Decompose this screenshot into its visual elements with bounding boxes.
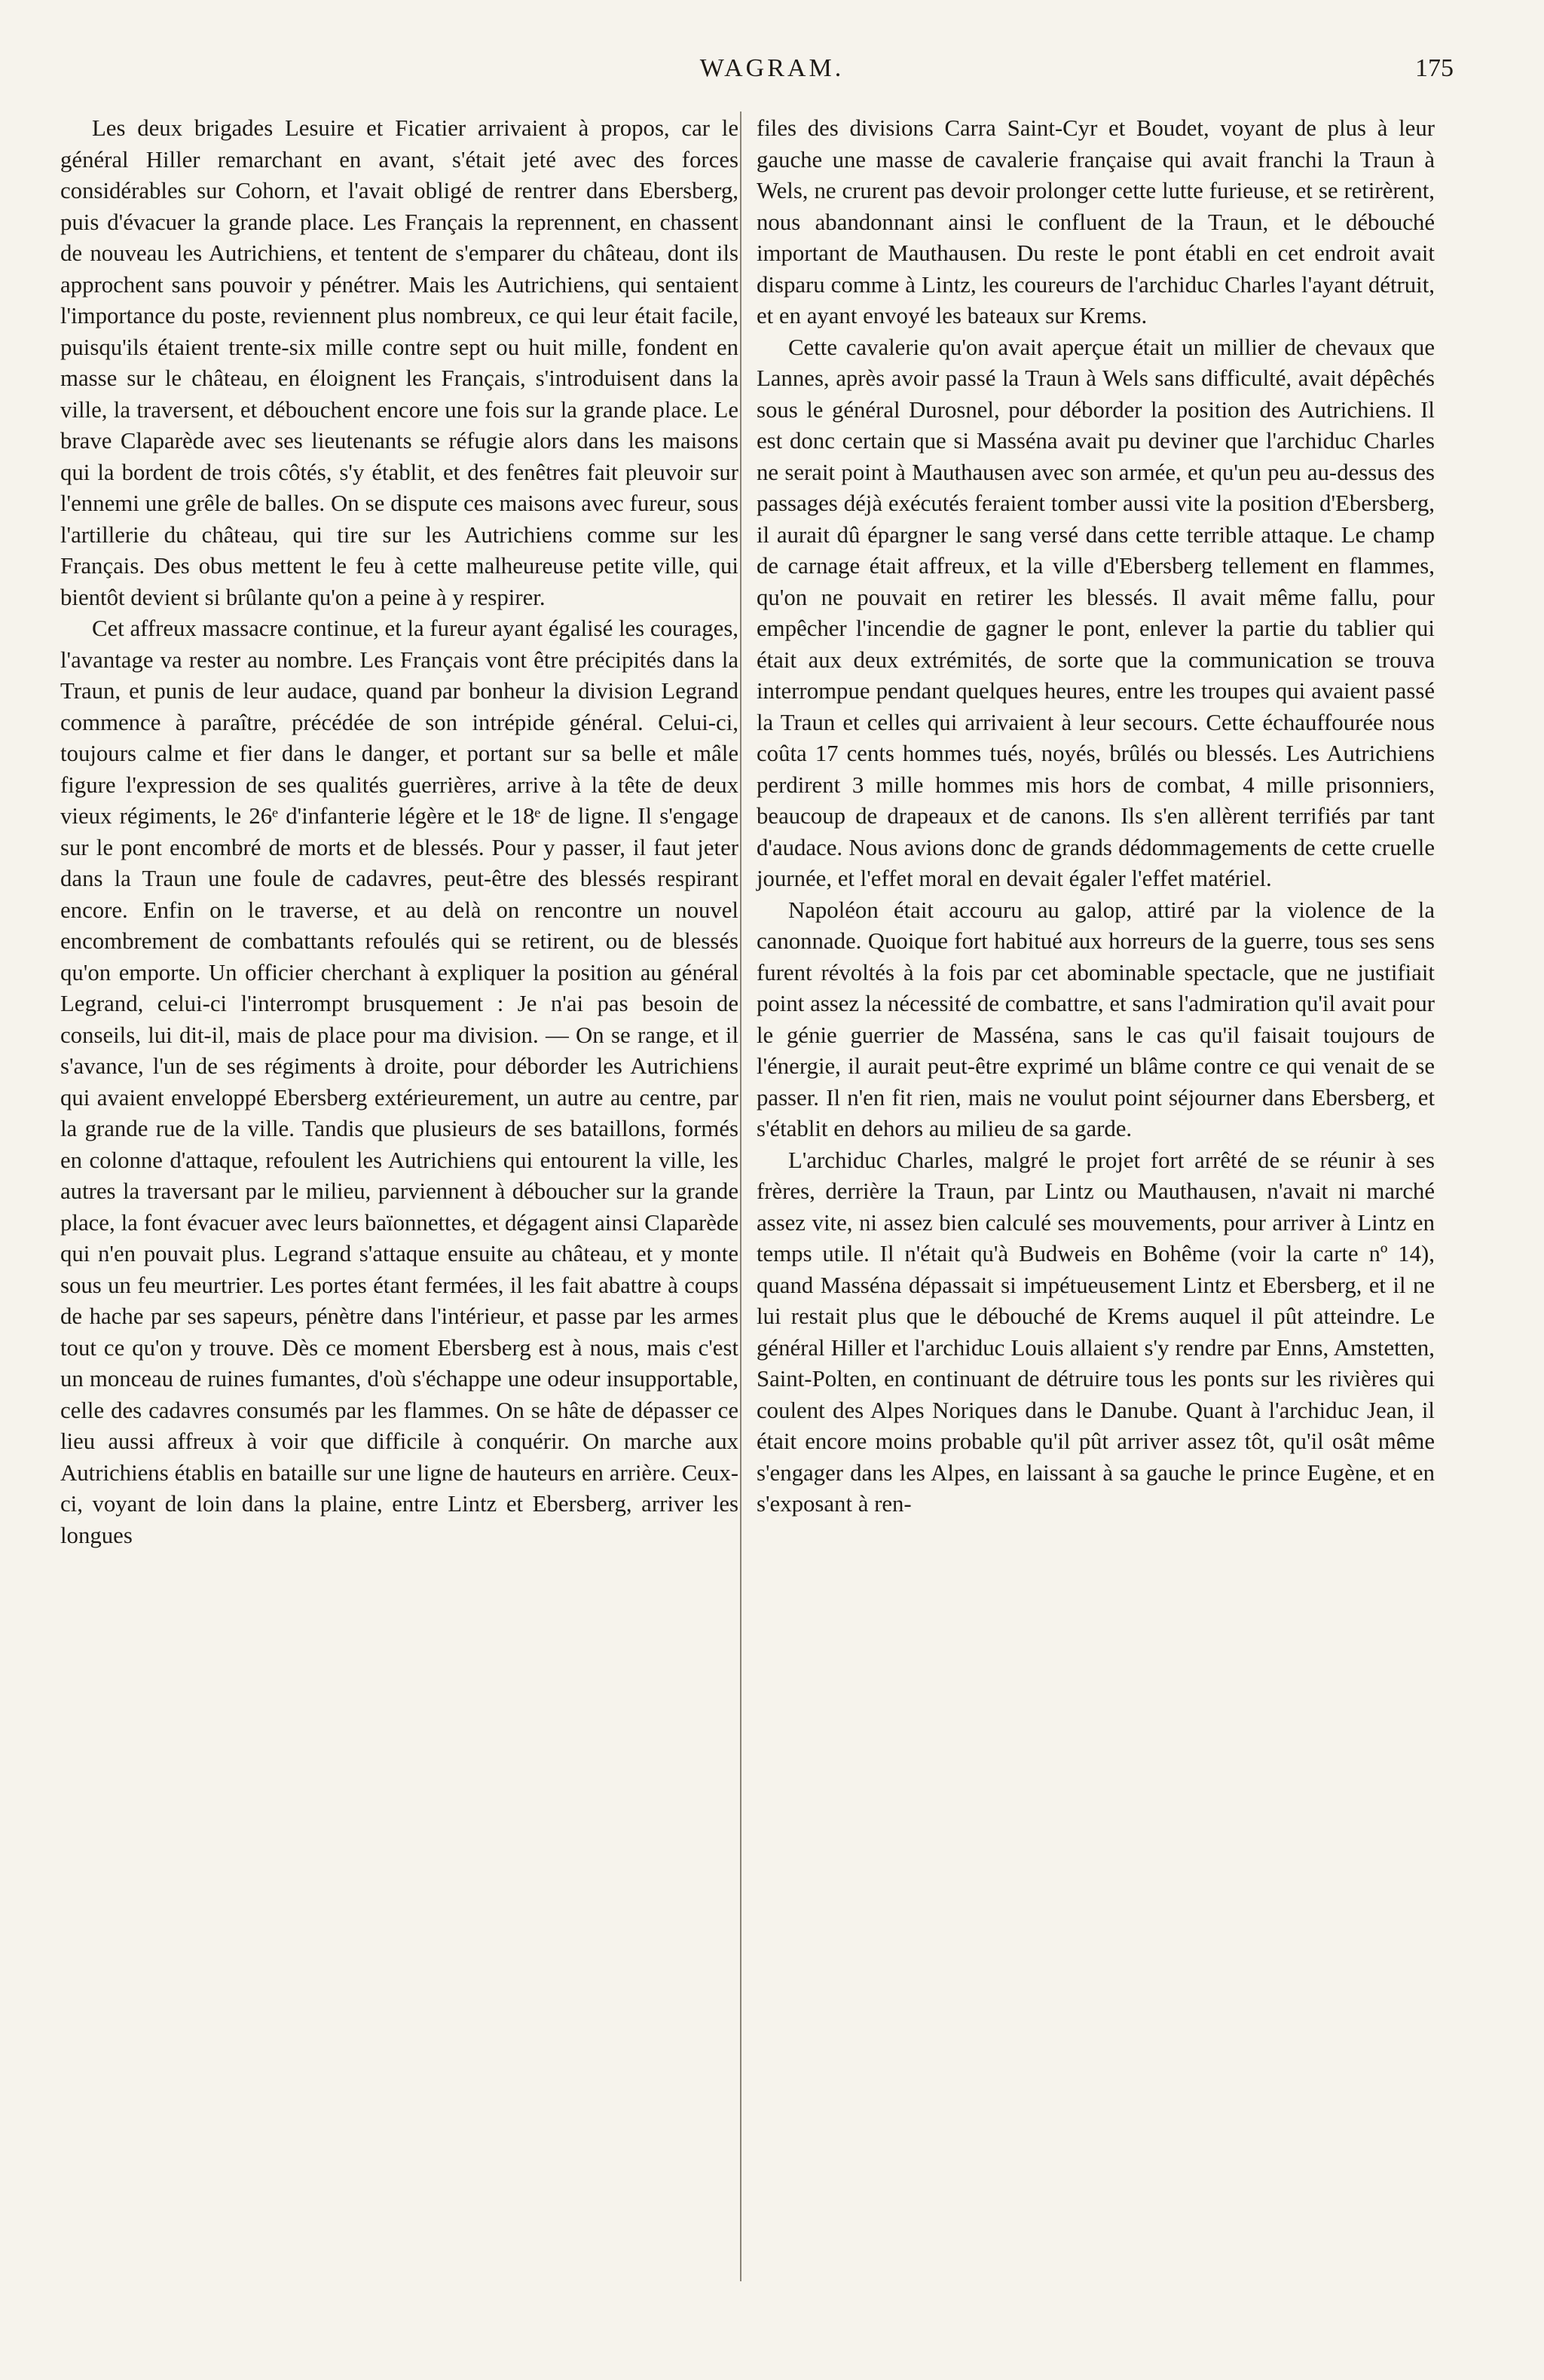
paragraph-continued: files des divisions Carra Saint-Cyr et Boudet, voyant de plus à leur gauche une masse de cavalerie française qui avait franchi la Traun à Wels, ne crurent pas devoir prolonger cette lutte furieuse, et se retirèrent, nous abandonnant ainsi le confluent de la Traun, et le débouché important de Mauthausen. Du reste le pont établi en cet endroit avait disparu comme à Lintz, les coureurs de l'archiduc Charles l'ayant détruit, et en ayant envoyé les bateaux sur Krems. (757, 115, 1435, 328)
running-title: WAGRAM. (699, 54, 845, 82)
page-number: 175 (1415, 54, 1454, 82)
paragraph: L'archiduc Charles, malgré le projet fort arrêté de se réunir à ses frères, derrière la Traun, par Lintz ou Mauthausen, n'avait ni marché assez vite, ni assez bien calculé ses mouvements, pour arriver à Lintz en temps utile. Il n'était qu'à Budweis en Bohême (voir la carte nº 14), quand Masséna dépassait si impétueusement Lintz et Ebersberg, et il ne lui restait plus que le débouché de Krems auquel il pût atteindre. Le général Hiller et l'archiduc Louis allaient s'y rendre par Enns, Amstetten, Saint-Polten, en continuant de détruire tous les ponts sur les rivières qui coulent des Alpes Noriques dans le Danube. Quant à l'archiduc Jean, il était encore moins probable qu'il pût arriver assez tôt, qu'il osât même s'engager dans les Alpes, en laissant à sa gauche le prince Eugène, et en s'exposant à ren- (757, 1147, 1435, 1517)
running-header (45, 54, 1499, 107)
paragraph: Les deux brigades Lesuire et Ficatier arrivaient à propos, car le général Hiller remarchant en avant, s'était jeté avec des forces considérables sur Cohorn, et l'avait obligé de rentrer dans Ebersberg, puis d'évacuer la grande place. Les Français la reprennent, en chassent de nouveau les Autrichiens, et tentent de s'emparer du château, dont ils approchent sans pouvoir y pénétrer. Mais les Autrichiens, qui sentaient l'importance du poste, reviennent plus nombreux, ce qui leur était facile, puisqu'ils étaient trente-six mille contre sept ou huit mille, fondent en masse sur le château, en éloignent les Français, s'introduisent dans la ville, la traversent, et débouchent encore une fois sur la grande place. Le brave Claparède avec ses lieutenants se réfugie alors dans les maisons qui la bordent de trois côtés, s'y établit, et des fenêtres fait pleuvoir sur l'ennemi une grêle de balles. On se dispute ces maisons avec fureur, sous l'artillerie du château, qui tire sur les Autrichiens comme sur les Français. Des obus mettent le feu à cette malheureuse petite ville, qui bientôt devient si brûlante qu'on a peine à y respirer. (60, 115, 738, 610)
left-column (60, 113, 738, 1551)
paragraph: Napoléon était accouru au galop, attiré par la violence de la canonnade. Quoique fort habitué aux horreurs de la guerre, tous ses sens furent révoltés à la fois par cet abominable spectacle, que ne justifiait point assez la nécessité de combattre, et sans l'admiration qu'il avait pour le génie guerrier de Masséna, sans le cas qu'il faisait toujours de l'énergie, il aurait peut-être exprimé un blâme contre ce qui venait de se passer. Il n'en fit rien, mais ne voulut point séjourner dans Ebersberg, et s'établit en dehors au milieu de sa garde. (757, 897, 1435, 1141)
paragraph: Cet affreux massacre continue, et la fureur ayant égalisé les courages, l'avantage va rester au nombre. Les Français vont être précipités dans la Traun, et punis de leur audace, quand par bonheur la division Legrand commence à paraître, précédée de son intrépide général. Celui-ci, toujours calme et fier dans le danger, et portant sur sa belle et mâle figure l'expression de ses qualités guerrières, arrive à la tête de deux vieux régiments, le 26ᵉ d'infanterie légère et le 18ᵉ de ligne. Il s'engage sur le pont encombré de morts et de blessés. Pour y passer, il faut jeter dans la Traun une foule de cadavres, peut-être des blessés respirant encore. Enfin on le traverse, et au delà on rencontre un nouvel encombrement de combattants refoulés qui se retirent, ou de blessés qu'on emporte. Un officier cherchant à expliquer la position au général Legrand, celui-ci l'interrompt brusquement : Je n'ai pas besoin de conseils, lui dit-il, mais de place pour ma division. — On se range, et il s'avance, l'un de ses régiments à droite, pour déborder les Autrichiens qui avaient enveloppé Ebersberg extérieurement, un autre au centre, par la grande rue de la ville. Tandis que plusieurs de ses bataillons, formés en colonne d'attaque, refoulent les Autrichiens qui entourent la ville, les autres la traversant par le milieu, parviennent à déboucher sur la grande place, la font évacuer avec leurs baïonnettes, et dégagent ainsi Claparède qui n'en pouvait plus. Legrand s'attaque ensuite au château, et y monte sous un feu meurtrier. Les portes étant fermées, il les fait abattre à coups de hache par ses sapeurs, pénètre dans l'intérieur, et passe par les armes tout ce qu'on y trouve. Dès ce moment Ebersberg est à nous, mais c'est un monceau de ruines fumantes, d'où s'échappe une odeur insupportable, celle des cadavres consumés par les flammes. On se hâte de dépasser ce lieu aussi affreux à voir que difficile à conquérir. On marche aux Autrichiens établis en bataille sur une ligne de hauteurs en arrière. Ceux-ci, voyant de loin dans la plaine, entre Lintz et Ebersberg, arriver les longues (60, 616, 738, 1548)
right-column (757, 113, 1435, 1520)
paragraph: Cette cavalerie qu'on avait aperçue était un millier de chevaux que Lannes, après avoir passé la Traun à Wels sans difficulté, avait dépêchés sous le général Durosnel, pour déborder la position des Autrichiens. Il est donc certain que si Masséna avait pu deviner que l'archiduc Charles ne serait point à Mauthausen avec son armée, et qu'un peu au-dessus des passages déjà exécutés feraient tomber aussi vite la position d'Ebersberg, il aurait dû épargner le sang versé dans cette terrible attaque. Le champ de carnage était affreux, et la ville d'Ebersberg tellement en flammes, qu'on ne pouvait en retirer les blessés. Il avait même fallu, pour empêcher l'incendie de gagner le pont, enlever la partie du tablier qui était aux deux extrémités, de sorte que la communication se trouva interrompue pendant quelques heures, entre les troupes qui avaient passé la Traun et celles qui arrivaient à leur secours. Cette échauffourée nous coûta 17 cents hommes tués, noyés, brûlés ou blessés. Les Autrichiens perdirent 3 mille hommes mis hors de combat, 4 mille prisonniers, beaucoup de drapeaux et de canons. Ils s'en allèrent terrifiés par tant d'audace. Nous avions donc de grands dédommagements de cette cruelle journée, et l'effet moral en devait égaler l'effet matériel. (757, 334, 1435, 891)
column-divider (740, 112, 741, 2281)
